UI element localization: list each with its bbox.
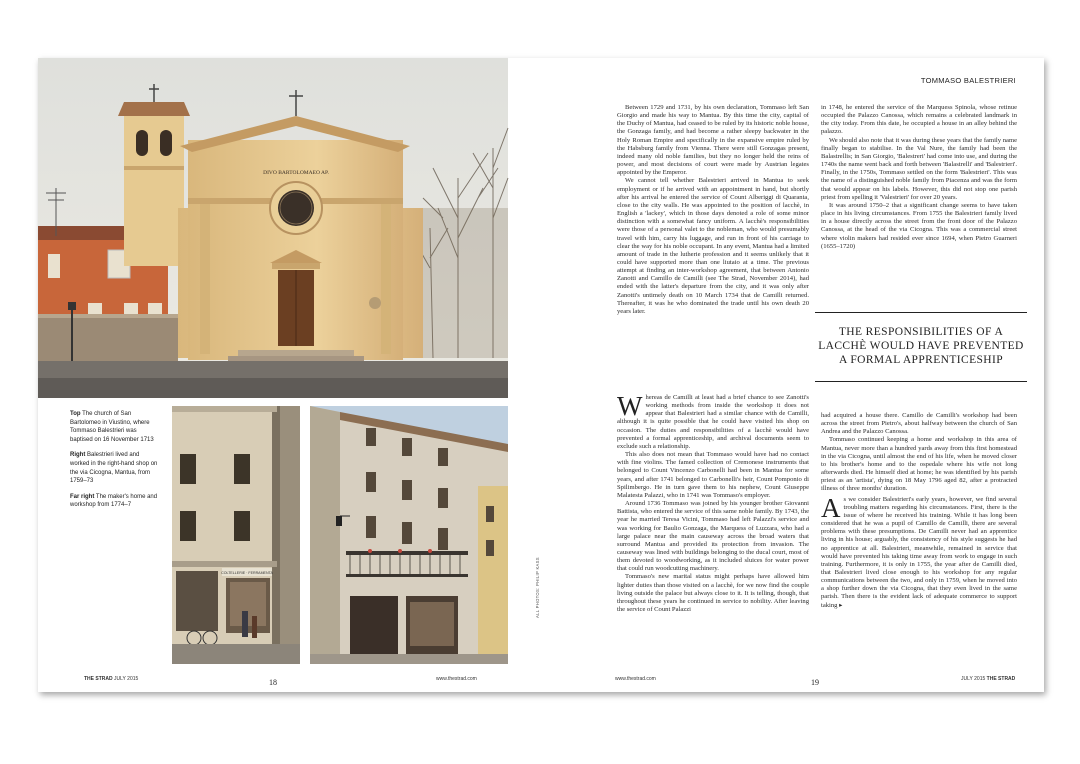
caption-far-right-label: Far right	[70, 493, 95, 500]
footer-date-right: JULY 2015	[961, 676, 986, 682]
pull-quote	[815, 312, 1027, 382]
dropcap-w: W	[617, 391, 643, 421]
caption-right-text: Balestrieri lived and worked in the right-hand shop on the via Cicogna, Mantua, from 1759–73	[70, 452, 158, 485]
shop-sign: COLTELLERIE · FERRAMENTA	[221, 571, 273, 575]
paragraph: Tommaso's new marital status might perhaps have allowed him lighter duties than those visited on a lacchè, for we now find the couple living outside the palace but always close to it. It is telling, though, that throughout these years he continued in service to nobility. After leaving the service of Count Palazzi	[617, 573, 809, 614]
dropcap-a: A	[821, 492, 841, 523]
page-number-left: 18	[269, 678, 277, 687]
caption-top	[70, 410, 160, 444]
paragraph-dropcap	[821, 492, 1017, 610]
column-1-top	[617, 104, 809, 316]
church-photo	[38, 58, 508, 398]
right-page	[535, 58, 1044, 692]
paragraph: Between 1729 and 1731, by his own declaration, Tommaso left San Giorgio and made his way to Mantua. By this time the city, capital of the Duchy of Mantua, had ceased to be ruled by its historic noble house, the Gonzaga family, and had become a rather sleepy backwater in the Holy Roman Empire and specifically in the expansive empire ruled by the Habsburg family from Vienna. There were still Gonzagas present, indeed many old noble families, but they no longer held the reins of power, and most decisions of court were made by Austrian legates appointed by the Emperor.	[617, 104, 809, 177]
page-number-right: 19	[811, 678, 819, 687]
paragraph-text: s we consider Balestrieri's early years, however, we find several troubling matters regarding his circumstances. First, there is the issue of where he received his training. While it has long been considered that he was a pupil of Camillo de Camilli, there are several problems with these presumptions. De Camilli never had an apprentice living in his house; arguably, the consistency of his style suggests he had no apprentice at all. Balestrieri, meanwhile, remained in service that would have prevented his taking time away from work to engage in such training. Furthermore, it is only in 1755, the year after de Camilli died, that Balestrieri lived close enough to his workshop for any regular communications between the two, and only in 1759, when he moved into a shop further down the via Cicogna, that they even lived in the same parish. Then there is the evident lack of adequate commerce to support taking ▸	[821, 495, 1017, 609]
left-page	[38, 58, 542, 692]
paragraph: Tommaso continued keeping a home and workshop in this area of Mantua, never more than a hundred yards away from this first homestead in the via Cicogna, until almost the end of his life, when he moved closer to his brother's home and to the ospedale where his wife not long afterwards died. He himself died at home; he was identified by his parish priest as an 'artista', dying on 18 May 1796 aged 82, after a protracted illness of three months' duration.	[821, 436, 1017, 493]
paragraph: had acquired a house there. Camillo de Camilli's workshop had been across the street from Pietro's, about halfway between the church of San Andrea and the Palazzo Canossa.	[821, 412, 1017, 436]
caption-right-label: Right	[70, 452, 86, 459]
footer-date-left: JULY 2015	[114, 676, 139, 682]
paragraph: Around 1736 Tommaso was joined by his younger brother Giovanni Battista, who entered the service of this same noble family. By 1743, the year he married Teresa Vicini, Tommaso had left Palazzi's service and was working for Baulio Gonzaga, the Marquess of Luzzara, who had a large palace near the main causeway across the broad waters that surround Mantua and provided its protection from invasion. The causeway was lined with buildings belonging to the ducal court, most of them devoted to woodworking, as it included sluices for water power that could run woodcutting machinery.	[617, 500, 809, 573]
workshop-illustration	[310, 406, 508, 664]
paragraph-text: hereas de Camilli at least had a brief chance to see Zanotti's working methods from inside the workshop it does not appear that Balestrieri had a similar chance with de Camilli, although it is quite possible that he could have visited his shop on occasion. The duties and responsibilities of a lacchè would have prevented a formal apprenticeship, and archival documents seem to exclude such a relationship.	[617, 394, 809, 450]
running-head-right: TOMMASO BALESTRIERI	[920, 76, 1016, 85]
pull-quote-text: THE RESPONSIBILITIES OF A LACCHÈ WOULD HAVE PREVENTED A FORMAL APPRENTICESHIP	[818, 326, 1024, 366]
paragraph: It was around 1750–2 that a significant change seems to have taken place in his living circumstances. From 1755 the Balestrieri family lived in a house directly across the street from the front door of the Palazzo Canossa, at the head of the via Cicogna. This was a commercial street where violin makers had resided ever since 1694, when Pietro Guarneri (1655–1720)	[821, 201, 1017, 250]
paragraph: in 1748, he entered the service of the Marquess Spinola, whose retinue occupied the Palazzo Canossa, which remains a celebrated landmark in the city today. From this date, he occupied a house in an alley behind the palazzo.	[821, 104, 1017, 136]
caption-right	[70, 451, 160, 485]
footer-magazine-left: THE STRAD	[84, 676, 113, 682]
photo-credit: ALL PHOTOS: PHILIP KASS	[535, 557, 540, 618]
caption-top-label: Top	[70, 411, 81, 417]
paragraph: This also does not mean that Tommaso would have had no contact with fine violins. The famed collection of Cremonese instruments that belonged to Count Vincenzo Carbonelli had been in Mantua for some years, and after 1741 belonged to Carbonelli's heir, Count Pomponio di Spilimbergo. He in turn gave them to his nephew, Count Giuseppe Malatesta Palazzi, who in 1741 was Tommaso's employer.	[617, 451, 809, 499]
caption-far-right-text: The maker's home and workshop from 1774–7	[70, 493, 158, 509]
paragraph: We should also note that it was during these years that the family name finally began to stabilise. In the Val Nure, the family had been the Balastrellis; in San Giorgio, 'Balestreri' had come into use, and during the 1740s the name went back and forth between 'Balastrelli' and 'Balestrieri'. Finally, in the 1750s, Tommaso settled on the form 'Balestrieri'. This was the name of a distinguished noble family from Piacenza and was the form that would appear on his labels. However, this did not stop one parish priest from spelling it 'Valestrieri' for over 20 years.	[821, 136, 1017, 201]
photo-captions	[70, 410, 160, 517]
column-2-top	[821, 104, 1017, 251]
magazine-spread	[38, 58, 1044, 692]
footer-left	[84, 676, 138, 682]
caption-far-right	[70, 493, 160, 510]
paragraph: We cannot tell whether Balestrieri arrived in Mantua to seek employment or if he arrived with an appointment in hand, but shortly after his arrival he entered the service of Count Alberiggi di Quaranta, close to the city walls. He was appointed to the position of lacchè, in English a 'lackey', which in those days denoted a role of some minor distinction with a somewhat fancy uniform. A lacchè's responsibilities were those of a personal valet to the nobleman, who would presumably travel with him, carry his luggage, and run in front of his carriage to clear the way for his noble occupant. In any event, Mantua had a limited amount of trade in the lutherie profession and it seems unlikely that it could have supported more than one liutaio at a time. The previous attempt at finding an inter-workshop agreement, that between Antonio Zanotti and Camillo de Camilli (see The Strad, November 2014), had ended with the latter's departure from the city, and it was only after Zanotti's untimely death on 10 March 1734 that de Camilli returned. Thereafter, it was he who dominated the trade until his own death 20 years later.	[617, 177, 809, 315]
street-illustration	[172, 406, 300, 664]
footer-right	[961, 676, 1015, 682]
footer-url-right: www.thestrad.com	[615, 676, 656, 682]
footer-magazine-right: THE STRAD	[986, 676, 1016, 682]
column-2-bottom	[821, 412, 1017, 610]
paragraph-dropcap	[617, 391, 809, 451]
footer-url-left: www.thestrad.com	[436, 676, 477, 682]
via-cicogna-photo	[172, 406, 300, 664]
home-workshop-photo	[310, 406, 508, 664]
caption-top-text: The church of San Bartolomeo in Viustino, where Tommaso Balestrieri was baptised on 16 November 1713	[70, 411, 154, 443]
column-1-bottom	[617, 391, 809, 614]
church-sign: DIVO BARTOLOMAEO AP.	[263, 170, 329, 176]
church-illustration	[38, 58, 508, 398]
